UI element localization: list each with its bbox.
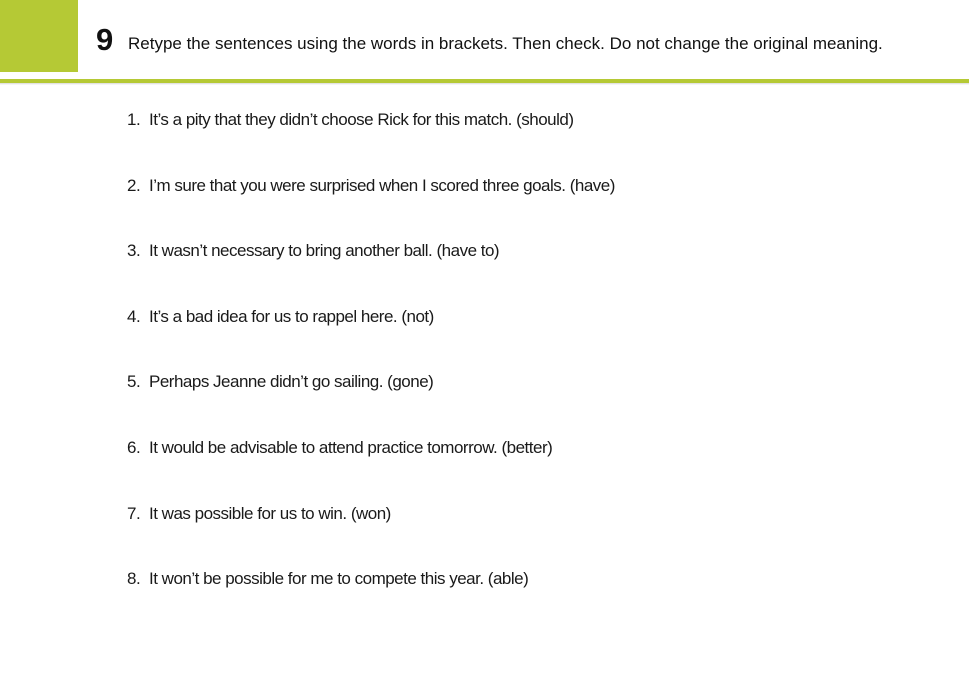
sentence-item — [127, 173, 615, 239]
sentence-text: It’s a pity that they didn’t choose Rick for this match. (should) — [149, 110, 574, 129]
sentence-item — [127, 435, 615, 501]
sentence-text: It would be advisable to attend practice tomorrow. (better) — [149, 437, 553, 457]
sentence-list — [127, 107, 615, 632]
sentence-item — [127, 369, 615, 435]
sentence-number: 1. — [127, 110, 141, 129]
sentence-number: 5. — [127, 372, 141, 392]
sentence-text: Perhaps Jeanne didn’t go sailing. (gone) — [149, 372, 434, 392]
exercise-instruction: Retype the sentences using the words in brackets. Then check. Do not change the original meaning. — [128, 34, 883, 53]
sentence-item — [127, 107, 615, 173]
sentence-number: 4. — [127, 306, 141, 326]
sentence-number: 8. — [127, 569, 141, 589]
sentence-number: 3. — [127, 241, 141, 261]
sentence-number: 6. — [127, 437, 141, 457]
exercise-number: 9 — [96, 22, 114, 57]
sentence-text: It’s a bad idea for us to rappel here. (not) — [149, 306, 434, 326]
sentence-text: It won’t be possible for me to compete this year. (able) — [149, 569, 529, 589]
sentence-number: 7. — [127, 503, 141, 523]
sentence-item — [127, 566, 615, 632]
accent-block — [0, 0, 78, 72]
header-divider-shadow — [0, 83, 969, 85]
sentence-text: I’m sure that you were surprised when I scored three goals. (have) — [149, 175, 615, 195]
sentence-text: It was possible for us to win. (won) — [149, 503, 391, 523]
sentence-text: It wasn’t necessary to bring another ball. (have to) — [149, 241, 500, 261]
sentence-number: 2. — [127, 175, 141, 195]
sentence-item — [127, 501, 615, 567]
sentence-item — [127, 304, 615, 370]
sentence-item — [127, 238, 615, 304]
